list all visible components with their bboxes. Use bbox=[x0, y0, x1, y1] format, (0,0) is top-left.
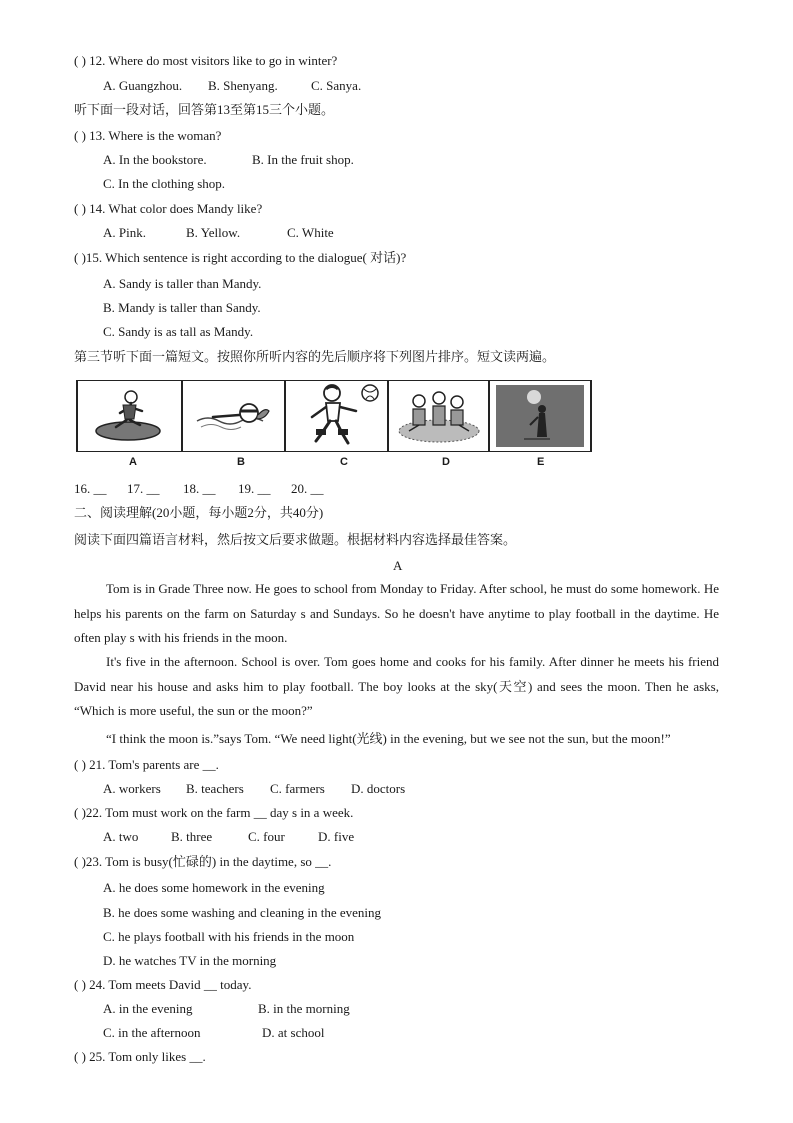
question-14-option-a: A. Pink. bbox=[103, 225, 146, 240]
question-14-option-c: C. White bbox=[287, 225, 334, 240]
question-23-option-d: D. he watches TV in the morning bbox=[103, 953, 277, 968]
question-21-option-b: B. teachers bbox=[186, 781, 244, 796]
question-14-stem: ( ) 14. What color does Mandy like? bbox=[74, 201, 263, 216]
picture-d-group-of-children bbox=[389, 381, 488, 451]
picture-c-volleyball-player bbox=[286, 381, 387, 451]
question-12-option-c: C. Sanya. bbox=[311, 78, 362, 93]
answer-blank-16: 16. __ bbox=[74, 481, 107, 496]
passage-label: A bbox=[393, 558, 403, 573]
question-23-option-b: B. he does some washing and cleaning in the evening bbox=[103, 905, 381, 920]
question-22-stem: ( )22. Tom must work on the farm __ day s in a week. bbox=[74, 805, 354, 820]
question-22-option-b: B. three bbox=[171, 829, 213, 844]
instruction-part3: 第三节听下面一篇短文。按照你所听内容的先后顺序将下列图片排序。短文读两遍。 bbox=[74, 349, 556, 364]
question-14-option-b: B. Yellow. bbox=[186, 225, 241, 240]
question-22-option-a: A. two bbox=[103, 829, 139, 844]
question-25-stem: ( ) 25. Tom only likes __. bbox=[74, 1049, 206, 1064]
answer-blank-18: 18. __ bbox=[183, 481, 216, 496]
answer-blank-19: 19. __ bbox=[238, 481, 271, 496]
instruction-13-15: 听下面一段对话，回答第13至第15三个小题。 bbox=[74, 102, 335, 117]
picture-label-a: A bbox=[129, 456, 137, 468]
question-24-option-a: A. in the evening bbox=[103, 1001, 193, 1016]
picture-label-d: D bbox=[442, 456, 450, 468]
question-15-option-c: C. Sandy is as tall as Mandy. bbox=[103, 324, 254, 339]
question-15-stem: ( )15. Which sentence is right according to the dialogue( 对话)? bbox=[74, 250, 407, 265]
question-24-option-d: D. at school bbox=[262, 1025, 325, 1040]
picture-a-sitting-person bbox=[78, 381, 181, 451]
picture-strip bbox=[76, 380, 592, 452]
question-24-option-b: B. in the morning bbox=[258, 1001, 350, 1016]
question-13-option-b: B. In the fruit shop. bbox=[252, 152, 354, 167]
picture-label-e: E bbox=[537, 456, 545, 468]
question-21-stem: ( ) 21. Tom's parents are __. bbox=[74, 757, 219, 772]
question-22-option-c: C. four bbox=[248, 829, 285, 844]
question-12-option-a: A. Guangzhou. bbox=[103, 78, 183, 93]
picture-b-swimmer bbox=[183, 381, 284, 451]
question-21-option-d: D. doctors bbox=[351, 781, 406, 796]
question-13-stem: ( ) 13. Where is the woman? bbox=[74, 128, 222, 143]
question-21-option-a: A. workers bbox=[103, 781, 161, 796]
question-15-option-a: A. Sandy is taller than Mandy. bbox=[103, 276, 262, 291]
question-13-option-c: C. In the clothing shop. bbox=[103, 176, 226, 191]
question-21-option-c: C. farmers bbox=[270, 781, 325, 796]
question-15-option-b: B. Mandy is taller than Sandy. bbox=[103, 300, 261, 315]
question-13-option-a: A. In the bookstore. bbox=[103, 152, 207, 167]
picture-e-night-scene bbox=[490, 381, 590, 451]
passage-paragraph-1: Tom is in Grade Three now. He goes to school from Monday to Friday. After school, he must do some homework. He helps his parents on the farm on Saturday s and Sundays. So he doesn't have anytime to play football in the daytime. He often play s with his friends in the moon. bbox=[74, 581, 719, 645]
question-12-stem: ( ) 12. Where do most visitors like to go in winter? bbox=[74, 53, 338, 68]
picture-label-c: C bbox=[340, 456, 348, 468]
answer-blank-20: 20. __ bbox=[291, 481, 324, 496]
question-23-option-c: C. he plays football with his friends in the moon bbox=[103, 929, 355, 944]
section-2-heading: 二、阅读理解(20小题，每小题2分，共40分) bbox=[74, 505, 324, 520]
picture-label-b: B bbox=[237, 456, 245, 468]
passage-paragraph-2: It's five in the afternoon. School is over. Tom goes home and cooks for his family. After dinner he meets his friend David near his house and asks him to play football. The boy looks at the sky(天空) and sees the moon. Then he asks, “Which is more useful, the sun or the moon?” bbox=[74, 654, 719, 718]
question-12-option-b: B. Shenyang. bbox=[208, 78, 278, 93]
question-24-option-c: C. in the afternoon bbox=[103, 1025, 201, 1040]
question-23-stem: ( )23. Tom is busy(忙碌的) in the daytime, so __. bbox=[74, 854, 332, 869]
question-23-option-a: A. he does some homework in the evening bbox=[103, 880, 325, 895]
passage-paragraph-3: “I think the moon is.”says Tom. “We need light(光线) in the evening, but we see not the sun, but the moon!” bbox=[106, 731, 671, 746]
answer-blank-17: 17. __ bbox=[127, 481, 160, 496]
question-24-stem: ( ) 24. Tom meets David __ today. bbox=[74, 977, 252, 992]
section-2-instruction: 阅读下面四篇语言材料，然后按文后要求做题。根据材料内容选择最佳答案。 bbox=[74, 532, 517, 547]
question-22-option-d: D. five bbox=[318, 829, 355, 844]
